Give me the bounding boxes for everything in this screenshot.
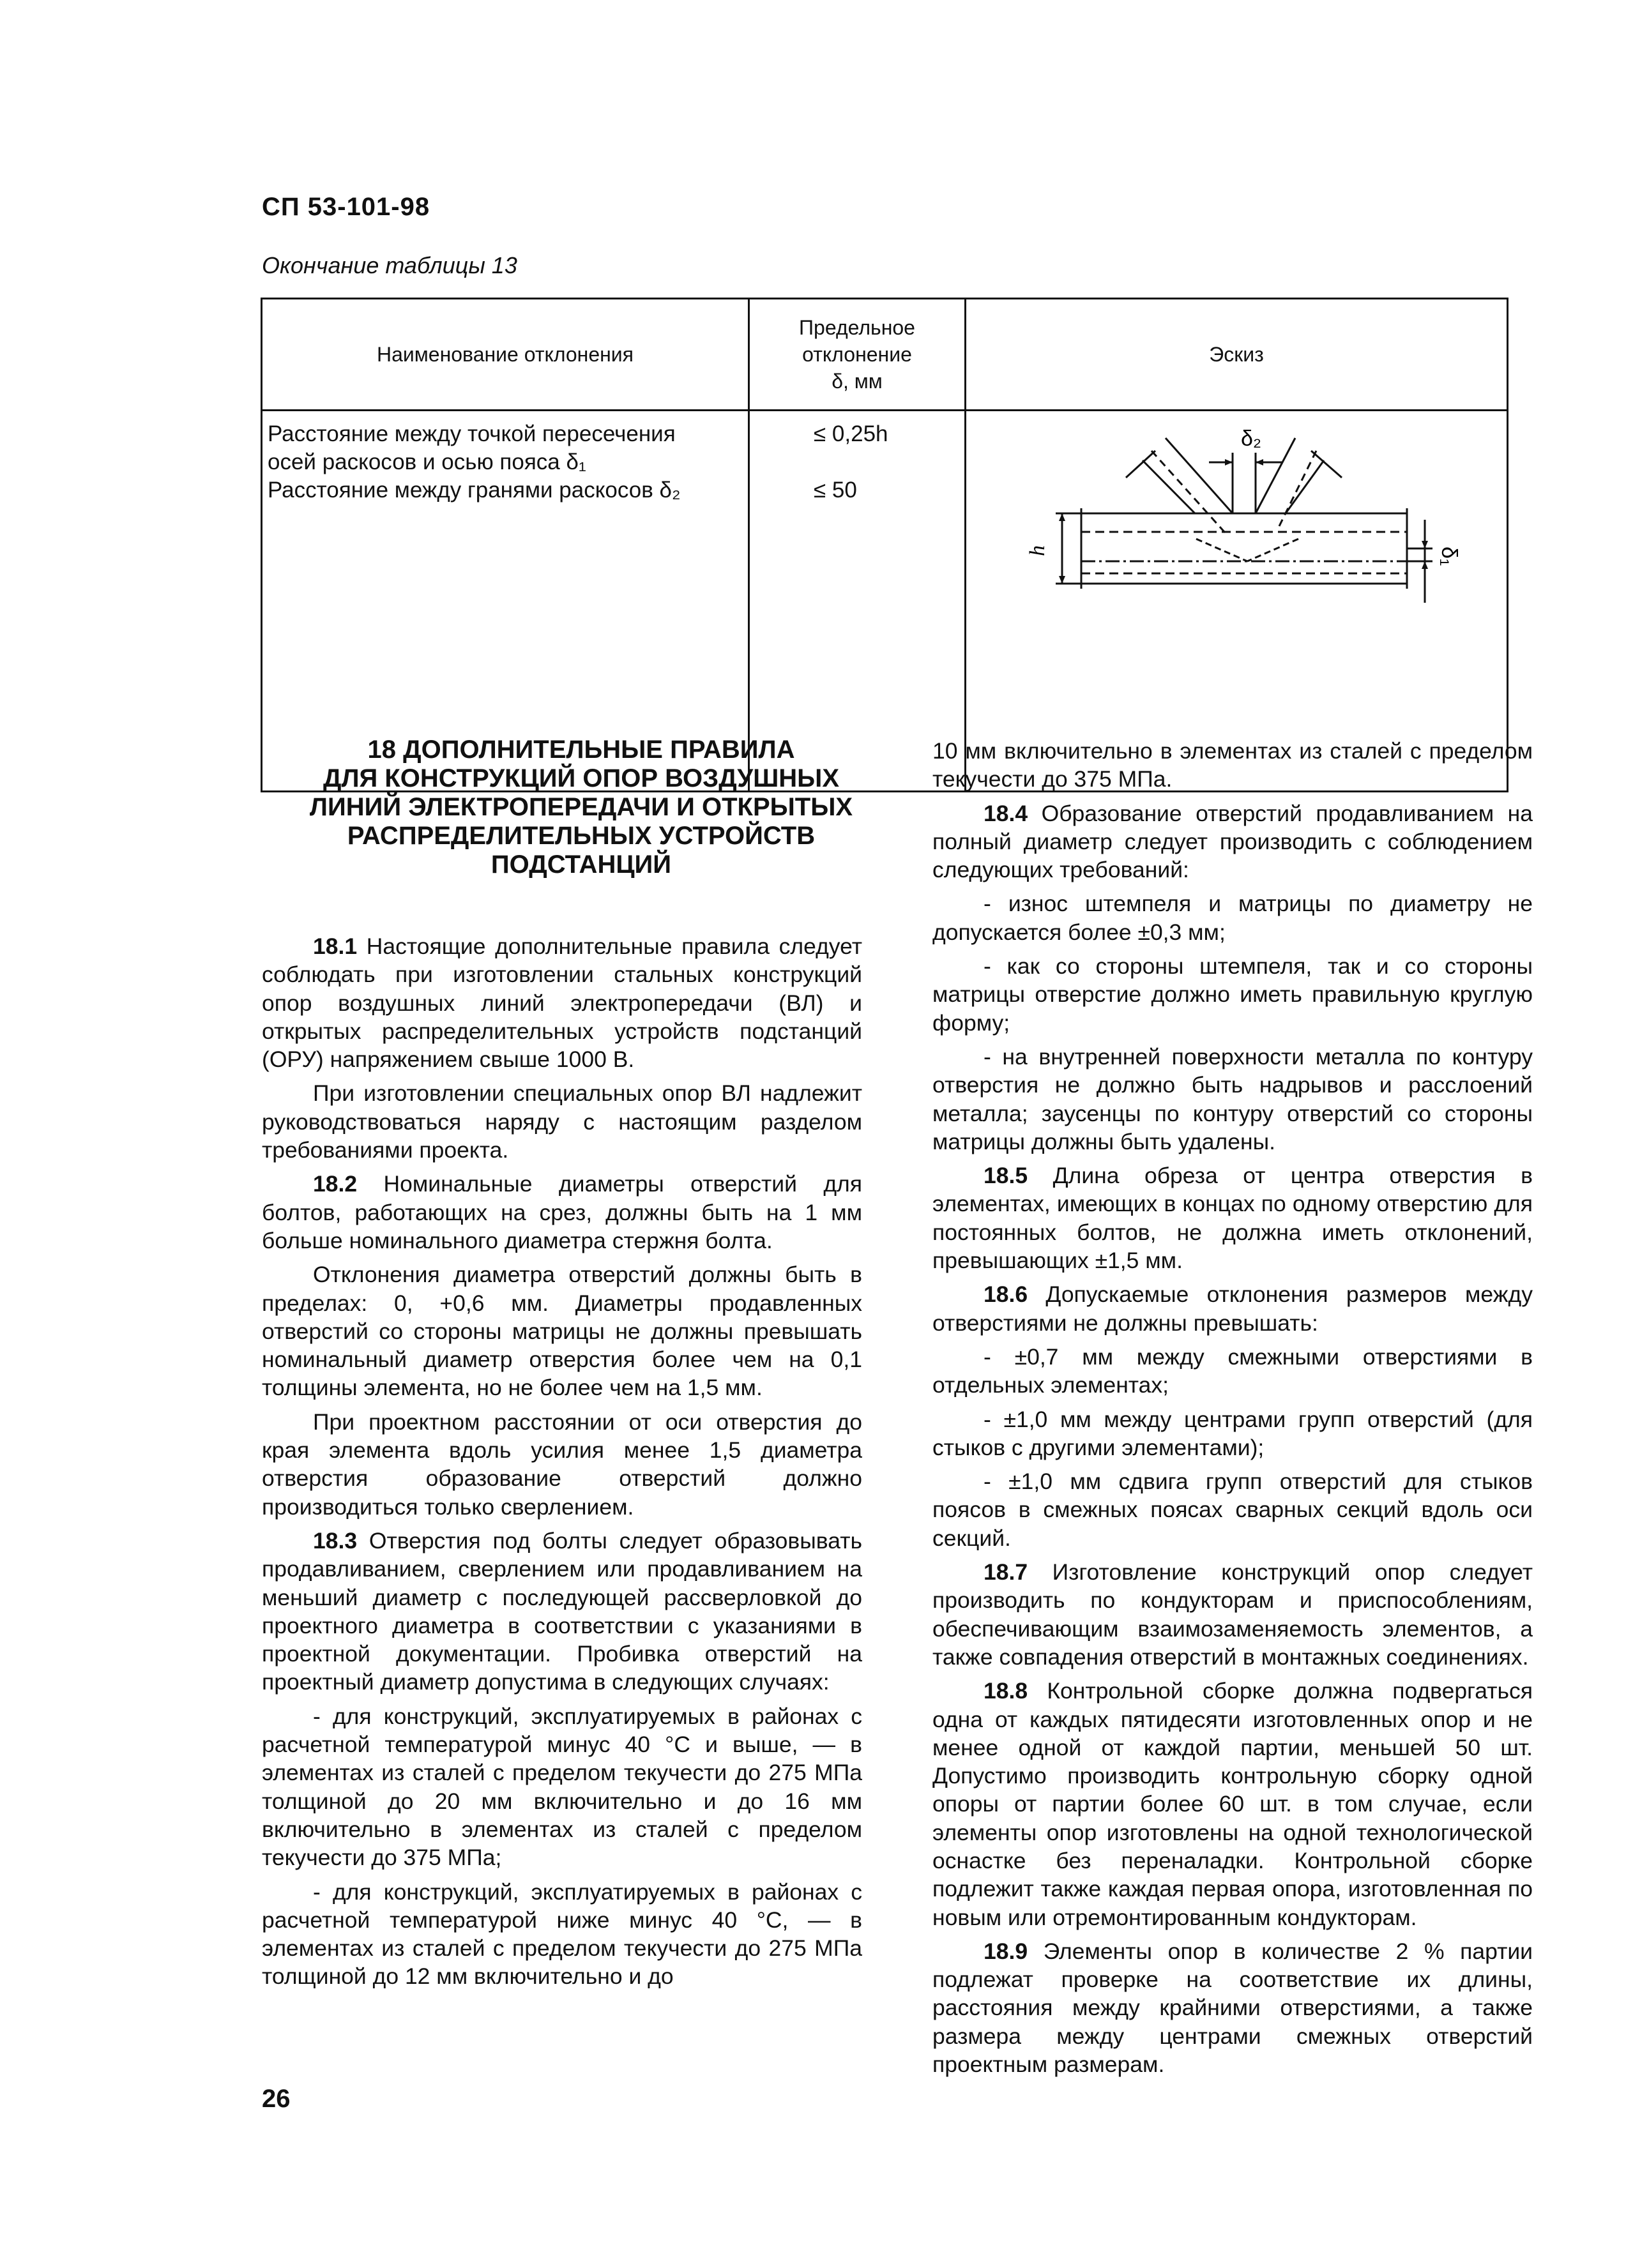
document-code: СП 53-101-98 (262, 193, 430, 221)
paragraph: 10 мм включительно в элементах из сталей с пределом текучести до 375 МПа. (932, 738, 1533, 792)
list-item: - для конструкций, эксплуатируемых в районах с расчетной температурой ниже минус 40 °С, — в элементах из сталей с пределом текучести до 275 МПа толщиной до 12 мм включительно и до (262, 1879, 862, 1990)
header-limit (749, 299, 966, 411)
row1-value: ≤ 0,25h (814, 421, 888, 446)
clause-number: 18.9 (984, 1938, 1028, 1964)
paragraph: При проектном расстоянии от оси отверстия до края элемента вдоль усилия менее 1,5 диаметра отверстия образование отверстий должно производиться только сверлением. (262, 1409, 862, 1520)
clause-number: 18.4 (984, 800, 1028, 826)
list-item: - ±0,7 мм между смежными отверстиями в отдельных элементах; (932, 1343, 1533, 1398)
clause-number: 18.6 (984, 1281, 1028, 1308)
paragraph-text: Изготовление конструкций опор следует производить по кондукторам и приспособлениям, обеспечивающим взаимозаменяемость элементов, а также совпадения отверстий в монтажных соединениях. (932, 1559, 1533, 1670)
deviation-names-cell (262, 411, 749, 792)
paragraph-text: Длина обреза от центра отверстия в элементах, имеющих в концах по одному отверстию для постоянных болтов, не должна иметь отклонений, превышающих ±1,5 мм. (932, 1163, 1533, 1274)
paragraph-18-9 (932, 1937, 1533, 2078)
paragraph-18-7 (932, 1558, 1533, 1671)
clause-number: 18.1 (313, 934, 358, 959)
paragraph-18-4 (932, 799, 1533, 884)
paragraph-text: Отверстия под болты следует образовывать продавливанием, сверлением или продавливанием на меньший диаметр с последующей рассверловкой до проектного диаметра в соответствии с указаниями в проектной документации. Пробивка отверстий на проектный диаметр допустима в следующих случаях: (262, 1527, 862, 1695)
title-line2: ДЛЯ КОНСТРУКЦИЙ ОПОР ВОЗДУШНЫХ (323, 764, 840, 792)
paragraph-18-6 (932, 1280, 1533, 1337)
list-item: - износ штемпеля и матрицы по диаметру не допускается более ±0,3 мм; (932, 891, 1533, 945)
clause-number: 18.8 (984, 1678, 1028, 1704)
list-item: - как со стороны штемпеля, так и со стороны матрицы отверстие должно иметь правильную круглую форму; (932, 953, 1533, 1036)
paragraph: Отклонения диаметра отверстий должны быть в пределах: 0, +0,6 мм. Диаметры продавленных отверстий со стороны матрицы не должны превышать номинальный диаметр отверстия более чем на 0,1 толщины элемента, но не более чем на 1,5 мм. (262, 1262, 862, 1401)
paragraph-text: Образование отверстий продавливанием на полный диаметр следует производить с соблюдением следующих требований: (932, 800, 1533, 883)
clause-number: 18.3 (313, 1527, 358, 1554)
paragraph-text: Настоящие дополнительные правила следует соблюдать при изготовлении стальных конструкций опор воздушных линий электропередачи (ВЛ) и открытых распределительных устройств подстанций (ОРУ) напряжением свыше 1000 В. (262, 934, 862, 1073)
paragraph-18-3 (262, 1527, 862, 1697)
clause-number: 18.7 (984, 1559, 1028, 1585)
paragraph-18-2 (262, 1170, 862, 1255)
header-limit-line3: δ, мм (832, 370, 883, 393)
clause-number: 18.5 (984, 1163, 1028, 1189)
deviation-table (261, 298, 1508, 792)
header-sketch: Эскиз (966, 299, 1508, 411)
list-item: - ±1,0 мм между центрами групп отверстий (для стыков с другими элементами); (932, 1406, 1533, 1460)
table-caption: Окончание таблицы 13 (262, 252, 517, 278)
row2-name: Расстояние между гранями раскосов δ₂ (268, 478, 681, 503)
table-header-row (262, 299, 1508, 411)
label-delta1: δ₁ (1437, 547, 1461, 566)
header-limit-line2: отклонение (802, 343, 912, 366)
header-name: Наименование отклонения (262, 299, 749, 411)
title-line5: ПОДСТАНЦИЙ (490, 850, 672, 879)
paragraph-text: Элементы опор в количестве 2 % партии подлежат проверке на соответствие их длины, расстояния между крайними отверстиями, а также размера между центрами смежных отверстий проектным размерам. (932, 1938, 1533, 2078)
paragraph-18-1 (262, 932, 862, 1073)
deviation-limits-cell (749, 411, 966, 792)
sketch-cell (966, 411, 1508, 792)
joint-sketch (966, 411, 1503, 705)
row1-line1: Расстояние между точкой пересечения (268, 421, 676, 446)
clause-number: 18.2 (313, 1171, 358, 1197)
table-row (262, 411, 1508, 792)
paragraph-18-5 (932, 1161, 1533, 1274)
paragraph-text: Контрольной сборке должна подвергаться одна от каждых пятидесяти изготовленных опор и не менее одной от каждой партии, меньшей 50 шт. Допустимо производить контрольную сборку одной опоры от партии более 60 шт. в том случае, если элементы опор изготовлены на одной технологической оснастке без переналадки. Контрольной сборке подлежит также каждая первая опора, изготовленная по новым или отремонтированным кондукторам. (932, 1678, 1533, 1930)
list-item: - ±1,0 мм сдвига групп отверстий для стыков поясов в смежных поясах сварных секций вдоль оси секций. (932, 1469, 1533, 1551)
list-item: - на внутренней поверхности металла по контуру отверстия не должно быть надрывов и расслоений металла; заусенцы по контуру отверстий со стороны матрицы должны быть удалены. (932, 1043, 1533, 1154)
right-column (932, 737, 1533, 2084)
row2-value: ≤ 50 (814, 478, 857, 503)
paragraph-text: Допускаемые отклонения размеров между отверстиями не должны превышать: (932, 1281, 1533, 1336)
title-line3: ЛИНИЙ ЭЛЕКТРОПЕРЕДАЧИ И ОТКРЫТЫХ (309, 793, 853, 821)
label-h: h (1026, 545, 1049, 556)
page-number: 26 (262, 2085, 291, 2113)
paragraph: При изготовлении специальных опор ВЛ надлежит руководствоваться наряду с настоящим разделом требованиями проекта. (262, 1080, 862, 1163)
paragraph-18-8 (932, 1677, 1533, 1932)
paragraph-text: Номинальные диаметры отверстий для болтов, работающих на срез, должны быть на 1 мм больше номинального диаметра стержня болта. (262, 1171, 862, 1253)
label-delta2: δ₂ (1241, 427, 1262, 451)
row1-line2: осей раскосов и осью пояса δ₁ (268, 450, 586, 474)
header-limit-line1: Предельное (799, 316, 915, 339)
left-column (262, 932, 862, 1997)
list-item: - для конструкций, эксплуатируемых в районах с расчетной температурой минус 40 °С и выше, — в элементах из сталей с пределом текучести до 275 МПа толщиной до 20 мм включительно и до 16 мм включительно в элементах из сталей с пределом текучести до 375 МПа; (262, 1703, 862, 1871)
title-line4: РАСПРЕДЕЛИТЕЛЬНЫХ УСТРОЙСТВ (347, 822, 816, 850)
section-title (275, 736, 888, 879)
title-line1: 18 ДОПОЛНИТЕЛЬНЫЕ ПРАВИЛА (367, 736, 795, 764)
